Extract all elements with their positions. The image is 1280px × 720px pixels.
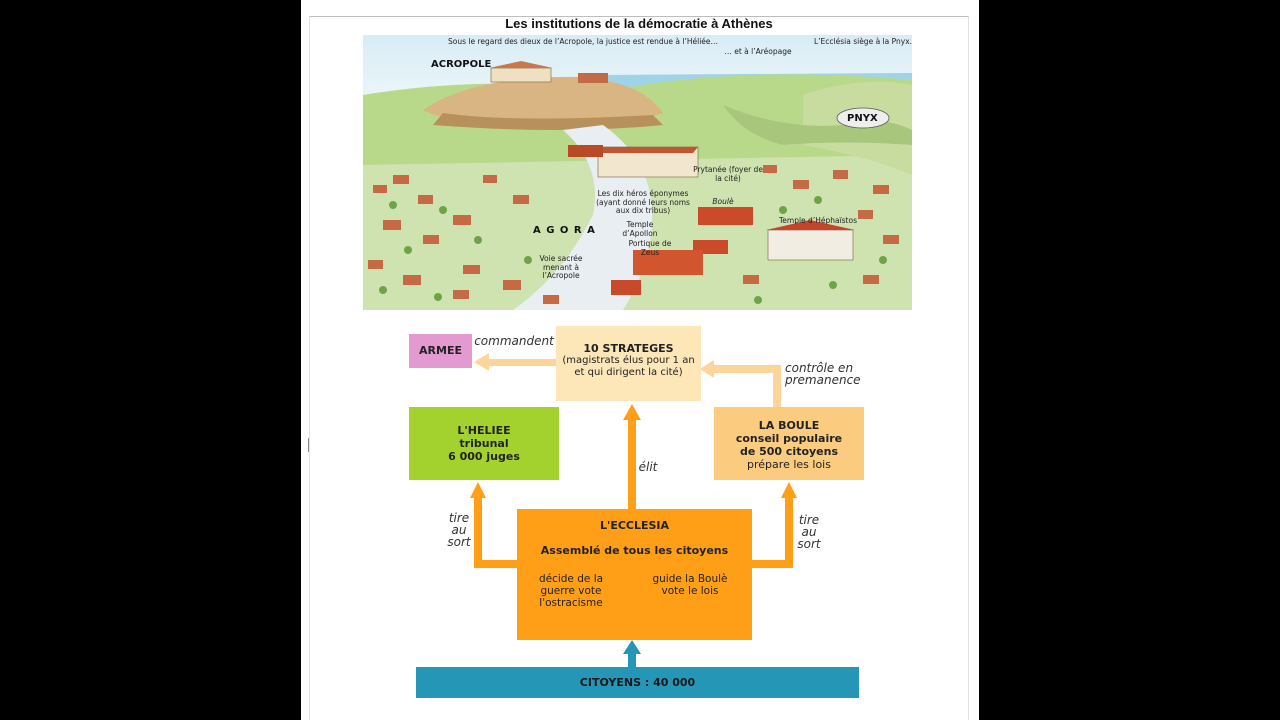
boule-title: LA BOULE xyxy=(758,419,820,432)
label-prytanee: Prytanée (foyer de la cité) xyxy=(693,165,763,183)
ecclesia-left-text: décide de la guerre vote l'ostracisme xyxy=(538,573,604,609)
page-title: Les institutions de la démocratie à Athènes xyxy=(505,16,773,31)
armee-box xyxy=(409,334,472,368)
tire-au-sort-right-label: tire au sort xyxy=(797,513,821,551)
boule-box xyxy=(714,407,864,480)
arrow-tire-right xyxy=(752,482,797,568)
arrow-controle xyxy=(700,360,781,408)
label-voie-sacree: Voie sacrée menant à l’Acropole xyxy=(539,254,583,280)
label-zeus: Portique de Zeus xyxy=(628,239,672,257)
ecclesia-subtitle: Assemblé de tous les citoyens xyxy=(540,544,729,557)
elit-label: élit xyxy=(638,460,658,474)
citoyens-box xyxy=(416,667,859,698)
caption-areopage: … et à l’Aréopage xyxy=(724,47,792,56)
strateges-description: (magistrats élus pour 1 an et qui dirigent la cité) xyxy=(562,355,695,378)
label-agora: A G O R A xyxy=(533,225,596,236)
arrow-citoyens xyxy=(623,640,641,667)
strateges-title: 10 STRATEGES xyxy=(583,342,674,355)
citoyens-label: CITOYENS : 40 000 xyxy=(579,676,696,689)
ecclesia-title: L'ECCLESIA xyxy=(599,519,670,532)
boule-line1: conseil populaire xyxy=(735,432,843,445)
ecclesia-right-text: guide la Boulè vote le lois xyxy=(652,573,728,597)
tire-au-sort-left-label: tire au sort xyxy=(447,511,471,549)
label-pnyx: PNYX xyxy=(847,113,878,124)
boule-line3: prépare les lois xyxy=(747,458,831,471)
caption-heliee: Sous le regard des dieux de l’Acropole, la justice est rendue à l’Héliée… xyxy=(447,37,719,46)
label-boule: Boulè xyxy=(712,197,734,206)
ecclesia-box xyxy=(517,509,752,640)
arrow-commandent xyxy=(474,353,556,371)
label-hephaistos: Temple d’Héphaïstos xyxy=(778,216,857,225)
heliee-box xyxy=(409,407,559,480)
arrow-elit xyxy=(623,404,641,509)
label-apollon: Temple d’Apollon xyxy=(622,220,658,238)
margin-mark xyxy=(308,438,309,452)
heliee-line2: 6 000 juges xyxy=(448,450,520,463)
strateges-box xyxy=(556,326,701,401)
boule-line2: de 500 citoyens xyxy=(739,445,839,458)
commandent-label: commandent xyxy=(474,334,554,348)
label-acropole: ACROPOLE xyxy=(431,59,492,70)
caption-ecclesia: L’Ecclésia siège à la Pnyx. xyxy=(813,37,912,46)
controle-label: contrôle en premanence xyxy=(785,361,861,387)
armee-label: ARMEE xyxy=(419,344,462,357)
arrow-tire-left xyxy=(470,482,517,568)
heliee-line1: tribunal xyxy=(459,437,509,450)
label-heros: Les dix héros éponymes (ayant donné leurs noms aux dix tribus) xyxy=(596,189,690,215)
heliee-title: L'HELIEE xyxy=(457,424,511,437)
